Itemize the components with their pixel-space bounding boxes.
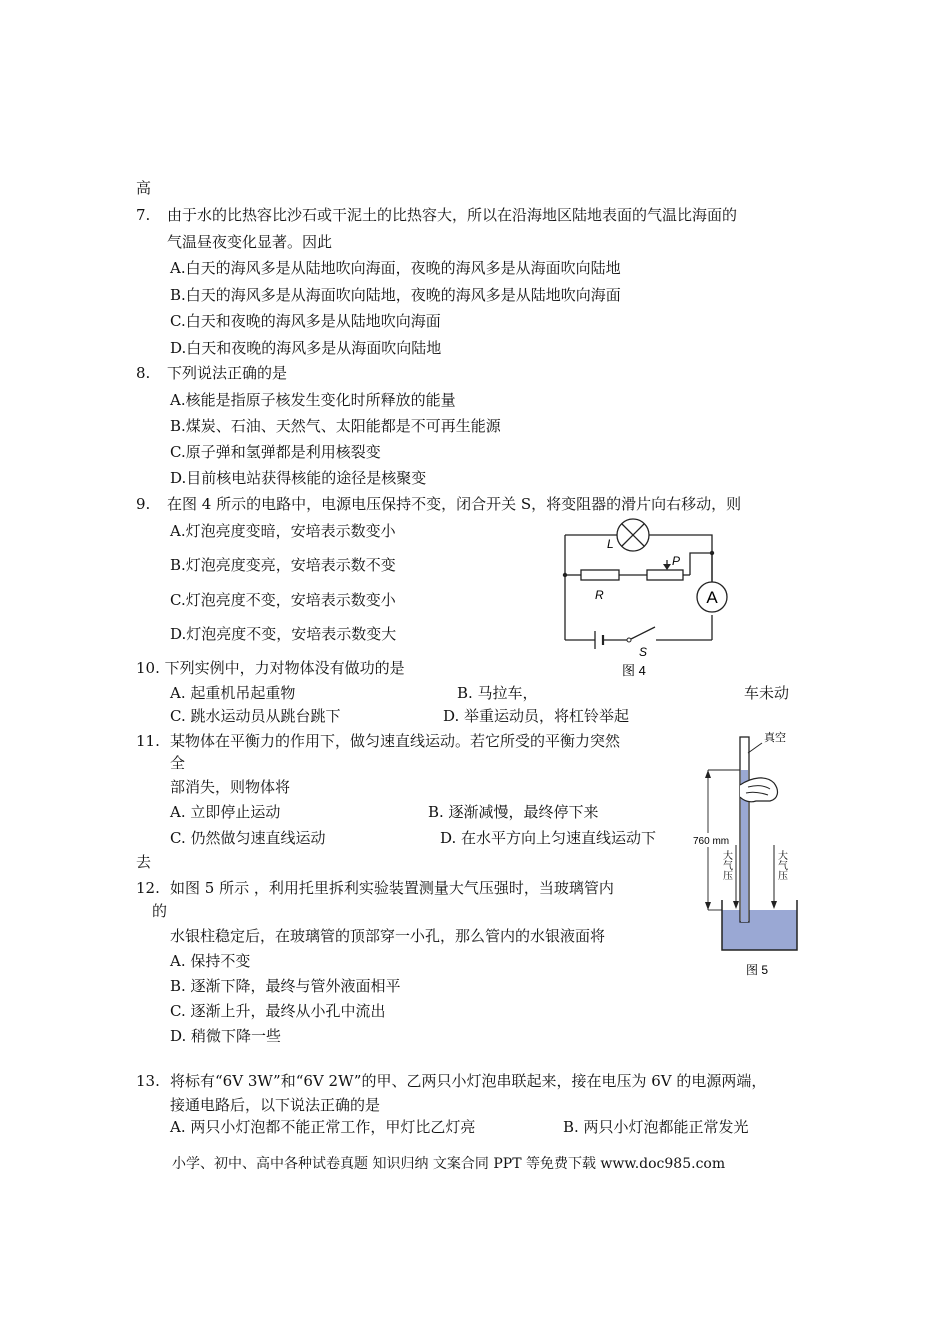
q11-option-a: A. 立即停止运动 (170, 803, 281, 821)
q8-number: 8. (136, 364, 151, 382)
q10-option-b-cont: 车未动 (744, 684, 790, 702)
q11-option-d-cont: 去 (136, 853, 152, 871)
q11-option-b: B. 逐渐减慢，最终停下来 (428, 803, 599, 821)
q8-option-d: D.目前核电站获得核能的途径是核聚变 (170, 469, 427, 487)
q9-option-b: B.灯泡亮度变亮，安培表示数不变 (170, 556, 396, 574)
q7-option-b: B.白天的海风多是从海面吹向陆地，夜晚的海风多是从陆地吹向海面 (170, 286, 621, 304)
q10-option-c: C. 跳水运动员从跳台跳下 (170, 707, 341, 725)
q13-number: 13. (136, 1072, 160, 1090)
fig5-caption: 图 5 (746, 963, 769, 977)
q7-option-c: C.白天和夜晚的海风多是从陆地吹向海面 (170, 312, 441, 330)
q8-stem: 下列说法正确的是 (167, 364, 288, 382)
q7-number: 7. (136, 206, 151, 224)
q8-option-b: B.煤炭、石油、天然气、太阳能都是不可再生能源 (170, 417, 501, 435)
q7-stem-line2: 气温昼夜变化显著。因此 (167, 233, 333, 251)
carry-over-text: 高 (136, 179, 152, 197)
figure-4-circuit (555, 515, 755, 685)
q7-option-d: D.白天和夜晚的海风多是从海面吹向陆地 (170, 339, 442, 357)
fig4-label-p: P (672, 554, 681, 568)
q10-option-b: B. 马拉车， (457, 684, 538, 702)
q9-option-c: C.灯泡亮度不变，安培表示数变小 (170, 591, 396, 609)
fig5-atm-left-label: 大气压 (720, 850, 732, 880)
fig5-height-label: 760 mm (693, 836, 730, 847)
fig4-ammeter-label: A (706, 588, 718, 607)
q11-stem-line1-cont: 全 (170, 754, 186, 772)
q12-stem-line1: 如图 5 所示 ，利用托里拆利实验装置测量大气压强时，当玻璃管内 (170, 879, 614, 897)
q9-stem: 在图 4 所示的电路中，电源电压保持不变，闭合开关 S，将变阻器的滑片向右移动，则 (167, 495, 742, 513)
fig4-caption: 图 4 (622, 663, 646, 678)
q11-stem-line2: 部消失，则物体将 (170, 778, 291, 796)
q9-option-a: A.灯泡亮度变暗，安培表示数变小 (170, 522, 396, 540)
fig4-label-l: L (607, 537, 614, 551)
q12-option-c: C. 逐渐上升，最终从小孔中流出 (170, 1002, 386, 1020)
q8-option-a: A.核能是指原子核发生变化时所释放的能量 (170, 391, 456, 409)
fig4-label-r: R (595, 588, 604, 602)
q11-number: 11. (136, 732, 160, 750)
q9-number: 9. (136, 495, 151, 513)
q12-option-b: B. 逐渐下降，最终与管外液面相平 (170, 977, 401, 995)
q12-stem-line1-cont: 的 (152, 902, 168, 920)
figure-5-torricelli (690, 725, 810, 980)
q11-option-d: D. 在水平方向上匀速直线运动下 (440, 829, 657, 847)
q8-option-c: C.原子弹和氢弹都是利用核裂变 (170, 443, 381, 461)
q12-stem-line2: 水银柱稳定后，在玻璃管的顶部穿一小孔，那么管内的水银液面将 (170, 927, 606, 945)
q11-option-c: C. 仍然做匀速直线运动 (170, 829, 326, 847)
fig5-vacuum-label: 真空 (764, 732, 786, 744)
fig5-atm-right-label: 大气压 (775, 850, 787, 880)
q13-option-b: B. 两只小灯泡都能正常发光 (563, 1118, 749, 1136)
q7-stem-line1: 由于水的比热容比沙石或干泥土的比热容大，所以在沿海地区陆地表面的气温比海面的 (167, 206, 738, 224)
page-footer: 小学、初中、高中各种试卷真题 知识归纳 文案合同 PPT 等免费下载 www.doc985.com (172, 1156, 726, 1172)
q7-option-a: A.白天的海风多是从陆地吹向海面，夜晚的海风多是从海面吹向陆地 (170, 259, 621, 277)
q13-option-a: A. 两只小灯泡都不能正常工作，甲灯比乙灯亮 (170, 1118, 476, 1136)
q10-stem: 10. 下列实例中，力对物体没有做功的是 (136, 659, 405, 677)
fig4-label-s: S (639, 645, 648, 659)
q12-option-a: A. 保持不变 (170, 952, 251, 970)
q13-stem-line2: 接通电路后，以下说法正确的是 (170, 1096, 381, 1114)
q12-option-d: D. 稍微下降一些 (170, 1027, 282, 1045)
q13-stem-line1: 将标有“6V 3W”和“6V 2W”的甲、乙两只小灯泡串联起来，接在电压为 6V 的电源两端， (170, 1072, 767, 1090)
q9-option-d: D.灯泡亮度不变，安培表示数变大 (170, 625, 397, 643)
q10-option-d: D. 举重运动员，将杠铃举起 (443, 707, 630, 725)
q10-option-a: A. 起重机吊起重物 (170, 684, 296, 702)
q11-stem-line1: 某物体在平衡力的作用下，做匀速直线运动。若它所受的平衡力突然 (170, 732, 621, 750)
q12-number: 12. (136, 879, 160, 897)
